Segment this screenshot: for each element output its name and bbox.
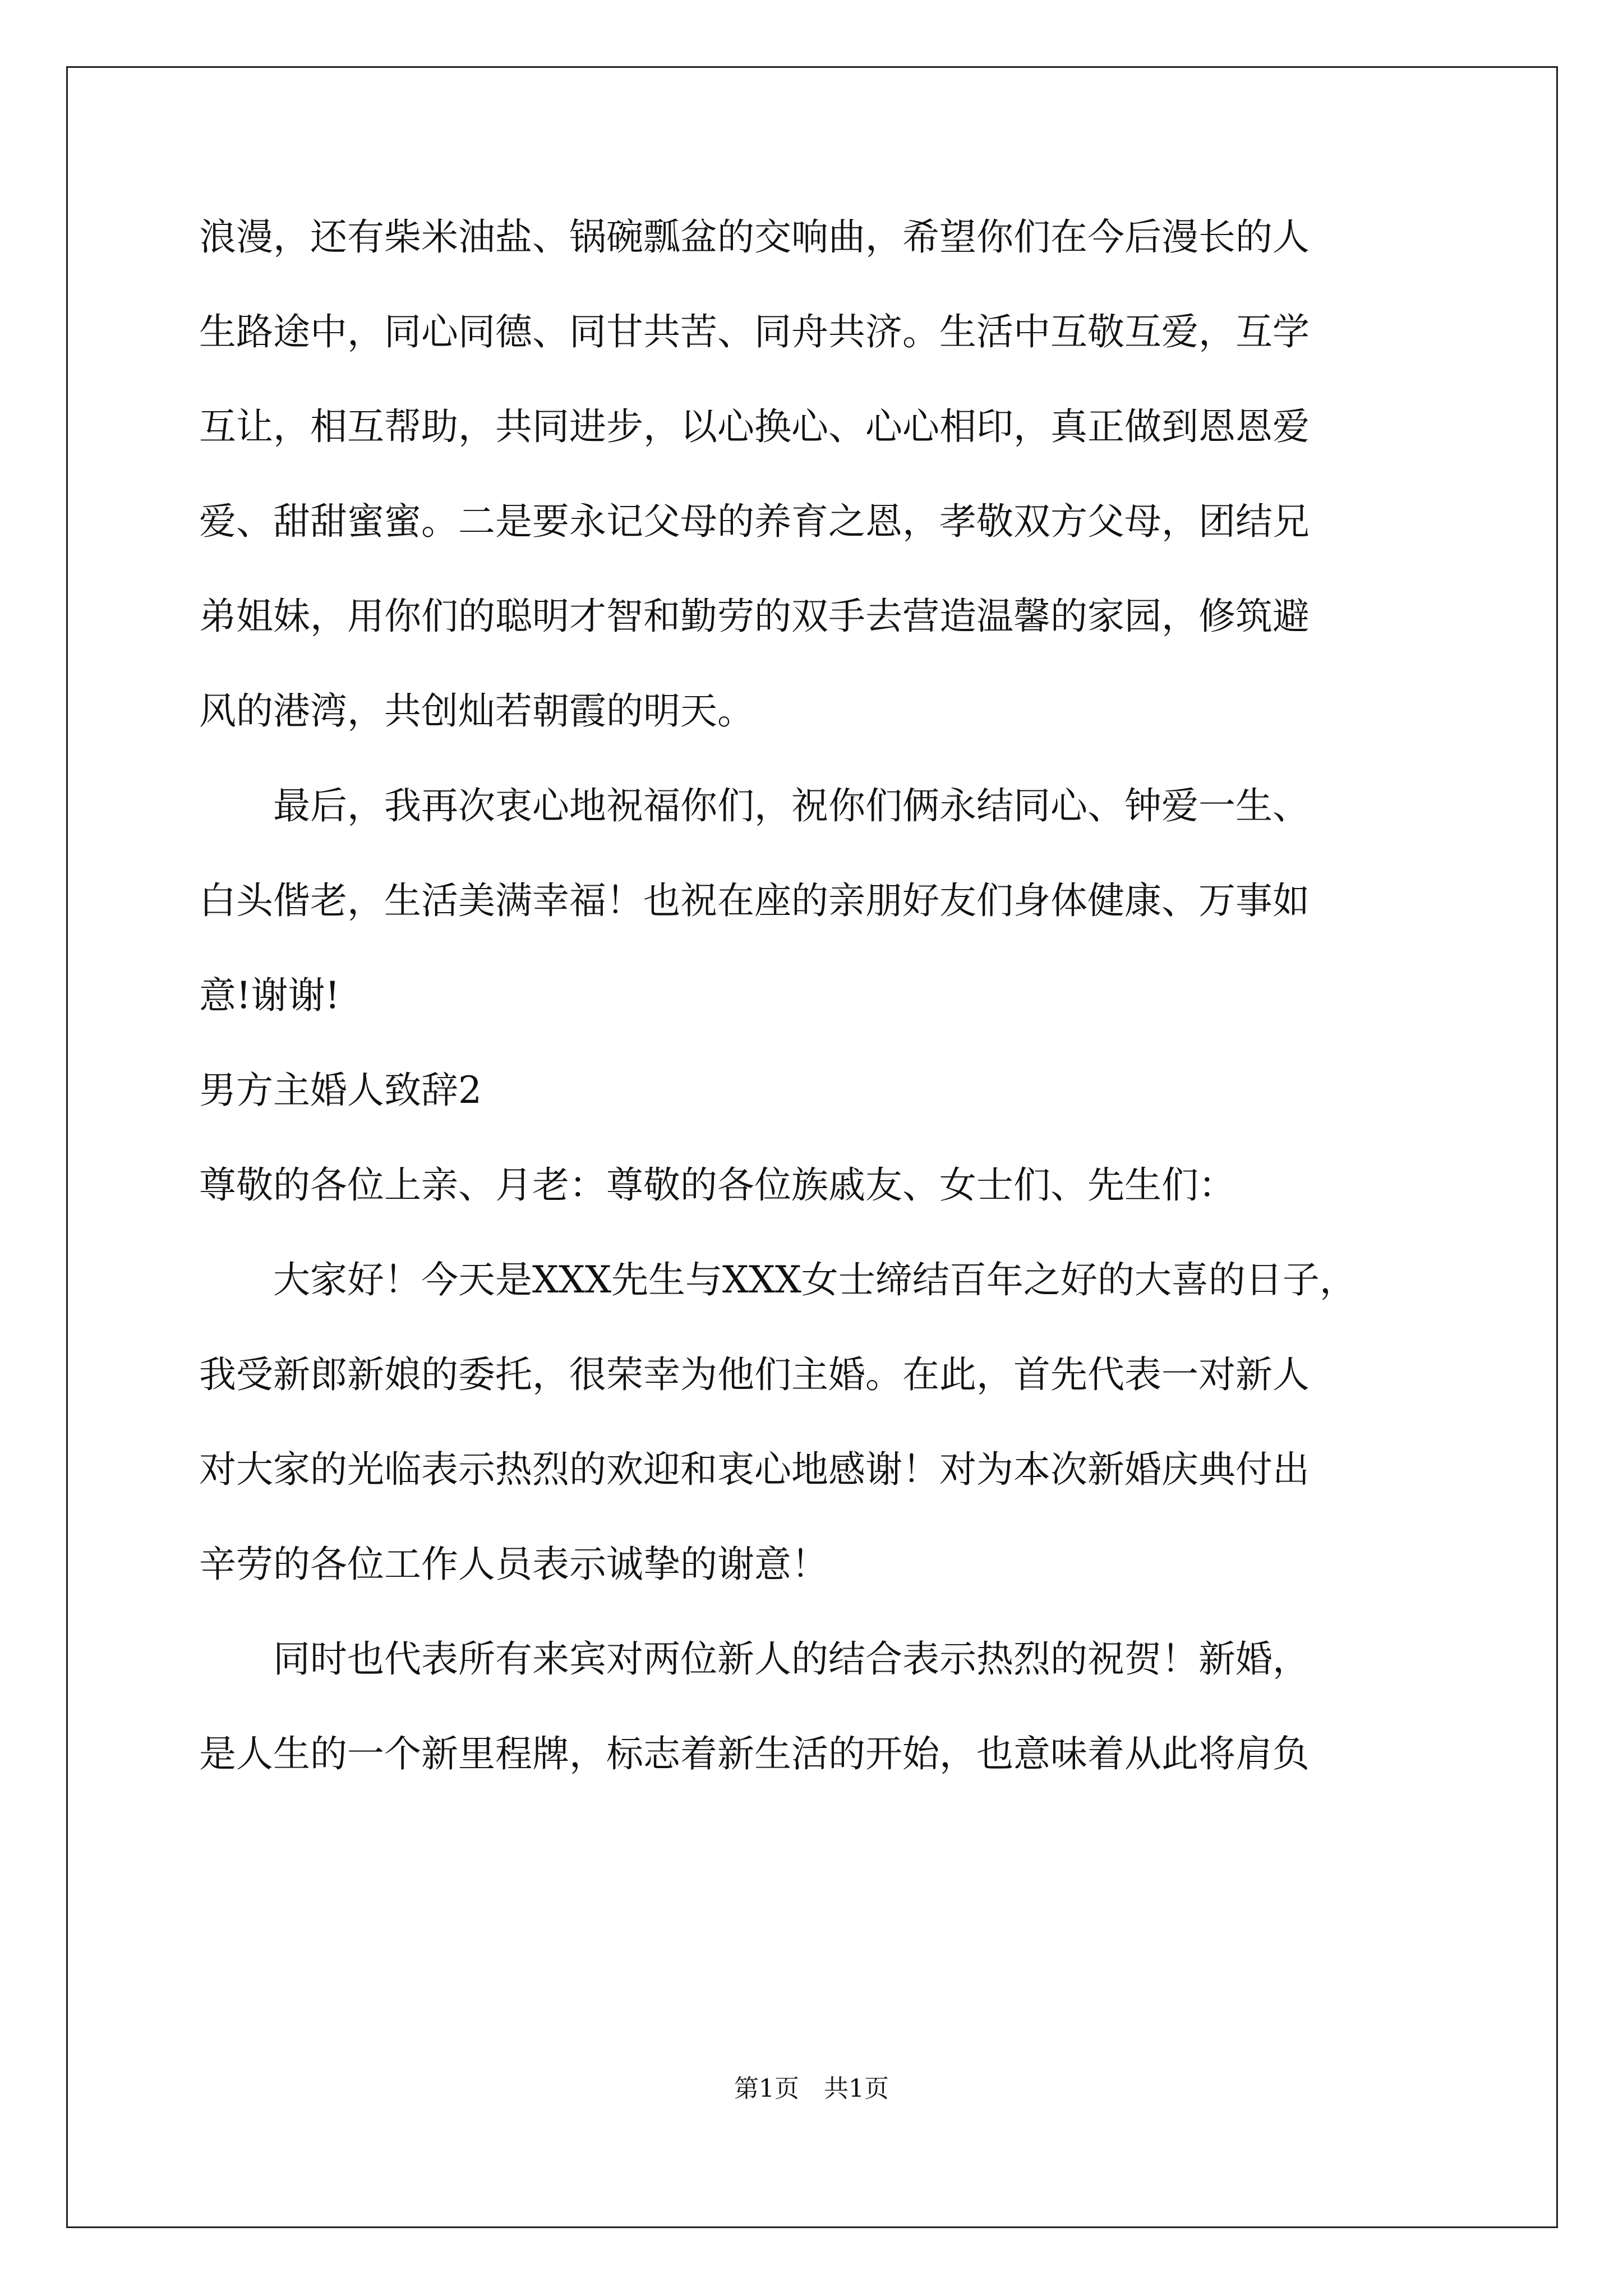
text-line: 弟姐妹，用你们的聪明才智和勤劳的双手去营造温馨的家园，修筑避 <box>199 595 1310 638</box>
text-line: 白头偕老，生活美满幸福！也祝在座的亲朋好友们身体健康、万事如 <box>199 879 1310 922</box>
text-line: 风的港湾，共创灿若朝霞的明天。 <box>199 689 754 733</box>
text-line: 辛劳的各位工作人员表示诚挚的谢意！ <box>199 1543 828 1586</box>
text-line: 同时也代表所有来宾对两位新人的结合表示热烈的祝贺！新婚， <box>199 1637 1310 1681</box>
document-body <box>199 216 1433 1775</box>
section-heading: 男方主婚人致辞2 <box>199 1069 482 1112</box>
text-line: 最后，我再次衷心地祝福你们，祝你们俩永结同心、钟爱一生、 <box>199 784 1310 827</box>
text-line: 是人生的一个新里程牌，标志着新生活的开始，也意味着从此将肩负 <box>199 1732 1310 1775</box>
text-line: 大家好！今天是XXX先生与XXX女士缔结百年之好的大喜的日子， <box>199 1258 1357 1301</box>
page-footer: 第1页 共1页 <box>734 2074 889 2103</box>
salutation-line: 尊敬的各位上亲、月老：尊敬的各位族戚友、女士们、先生们： <box>199 1163 1235 1207</box>
text-line: 我受新郎新娘的委托，很荣幸为他们主婚。在此，首先代表一对新人 <box>199 1353 1310 1396</box>
text-line: 生路途中，同心同德、同甘共苦、同舟共济。生活中互敬互爱，互学 <box>199 310 1310 353</box>
text-line: 浪漫，还有柴米油盐、锅碗瓢盆的交响曲，希望你们在今后漫长的人 <box>199 215 1310 259</box>
text-line: 意!谢谢! <box>199 974 340 1017</box>
text-line: 互让，相互帮助，共同进步，以心换心、心心相印，真正做到恩恩爱 <box>199 405 1310 448</box>
text-line: 对大家的光临表示热烈的欢迎和衷心地感谢！对为本次新婚庆典付出 <box>199 1448 1310 1491</box>
text-line: 爱、甜甜蜜蜜。二是要永记父母的养育之恩，孝敬双方父母，团结兄 <box>199 500 1310 543</box>
